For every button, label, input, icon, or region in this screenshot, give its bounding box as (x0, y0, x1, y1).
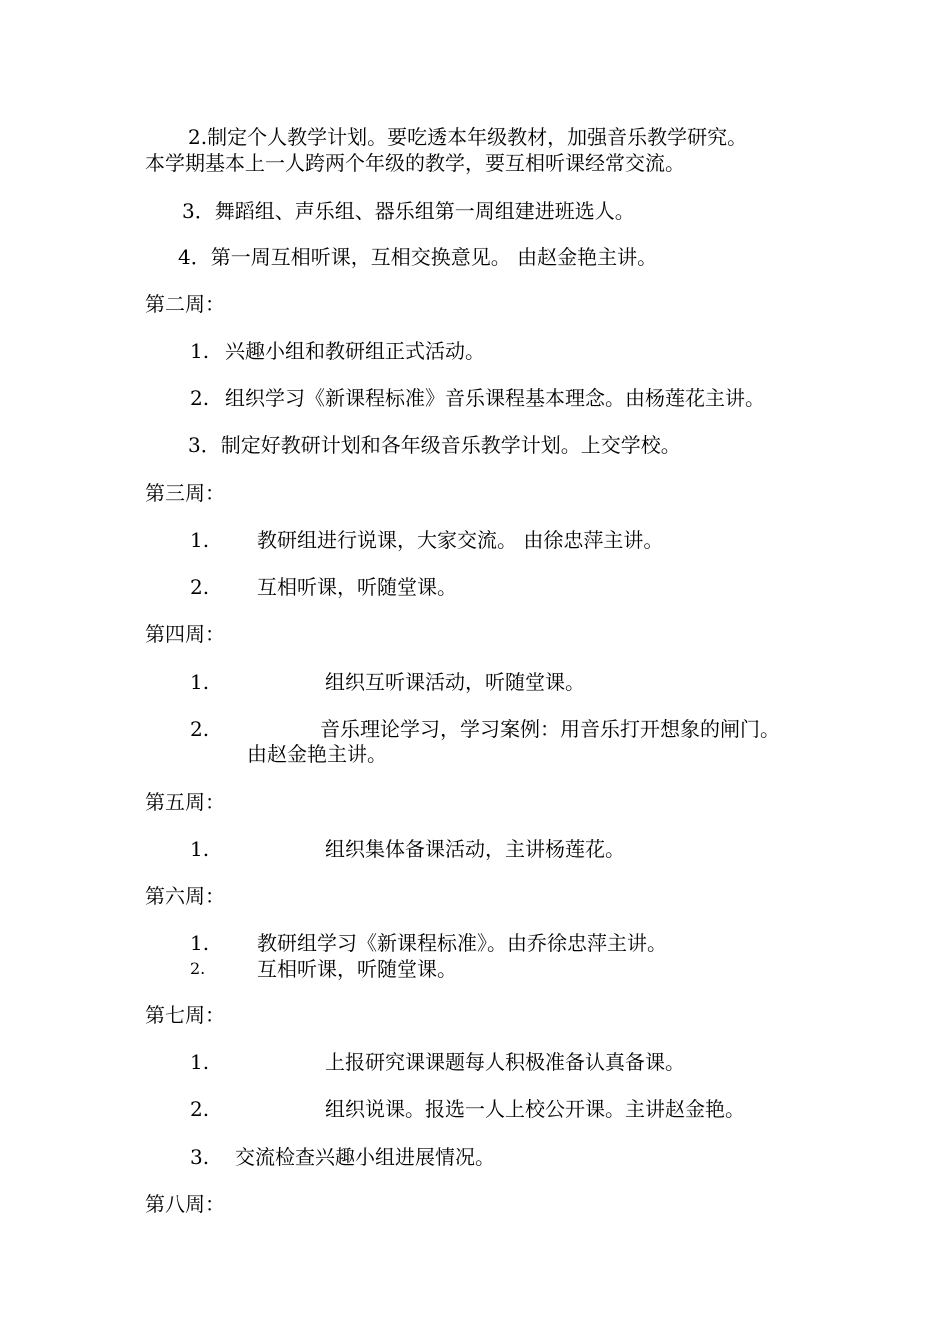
week-7-item-3-number: 3. (190, 1145, 210, 1169)
week-2-heading: 第二周： (145, 292, 225, 316)
week-3-heading: 第三周： (145, 481, 225, 505)
week-6-item-1: 教研组学习《新课程标准》。由乔徐忠萍主讲。 (257, 931, 667, 955)
week-2-item-1-number: 1. (190, 339, 210, 363)
week-6-item-2-number: 2. (190, 959, 206, 978)
week-3-item-1-number: 1. (190, 528, 210, 552)
plan-item-4: 4．第一周互相听课，互相交换意见。 由赵金艳主讲。 (178, 245, 658, 269)
week-7-item-2: 组织说课。报选一人上校公开课。主讲赵金艳。 (325, 1097, 745, 1121)
week-5-item-1-number: 1. (190, 837, 210, 861)
week-6-item-2: 互相听课，听随堂课。 (257, 957, 457, 981)
week-7-item-1-number: 1. (190, 1050, 210, 1074)
week-2-item-2: 组织学习《新课程标准》音乐课程基本理念。由杨莲花主讲。 (225, 386, 765, 410)
plan-item-2-line-2: 本学期基本上一人跨两个年级的教学，要互相听课经常交流。 (145, 151, 685, 175)
week-7-item-1: 上报研究课课题每人积极准备认真备课。 (325, 1050, 685, 1074)
week-4-heading: 第四周： (145, 622, 225, 646)
week-6-item-1-number: 1. (190, 931, 210, 955)
week-3-item-2: 互相听课，听随堂课。 (257, 575, 457, 599)
week-3-item-2-number: 2. (190, 575, 210, 599)
week-4-item-1: 组织互听课活动，听随堂课。 (325, 670, 585, 694)
plan-item-3: 3．舞蹈组、声乐组、器乐组第一周组建进班选人。 (182, 199, 635, 223)
week-2-item-1: 兴趣小组和教研组正式活动。 (225, 339, 485, 363)
week-7-heading: 第七周： (145, 1003, 225, 1027)
week-8-heading: 第八周： (145, 1192, 225, 1216)
week-3-item-1: 教研组进行说课，大家交流。 由徐忠萍主讲。 (257, 528, 664, 552)
week-2-item-2-number: 2. (190, 386, 210, 410)
week-5-heading: 第五周： (145, 790, 225, 814)
week-4-item-1-number: 1. (190, 670, 210, 694)
week-6-heading: 第六周： (145, 884, 225, 908)
week-2-item-3: 3．制定好教研计划和各年级音乐教学计划。上交学校。 (188, 433, 681, 457)
week-4-item-2-line-2: 由赵金艳主讲。 (247, 742, 387, 766)
week-7-item-3: 交流检查兴趣小组进展情况。 (235, 1145, 495, 1169)
week-5-item-1: 组织集体备课活动，主讲杨莲花。 (325, 837, 625, 861)
week-4-item-2-line-1: 音乐理论学习，学习案例：用音乐打开想象的闸门。 (320, 717, 780, 741)
week-7-item-2-number: 2. (190, 1097, 210, 1121)
week-4-item-2-number: 2. (190, 717, 210, 741)
plan-item-2-line-1: 2.制定个人教学计划。要吃透本年级教材，加强音乐教学研究。 (188, 125, 748, 149)
